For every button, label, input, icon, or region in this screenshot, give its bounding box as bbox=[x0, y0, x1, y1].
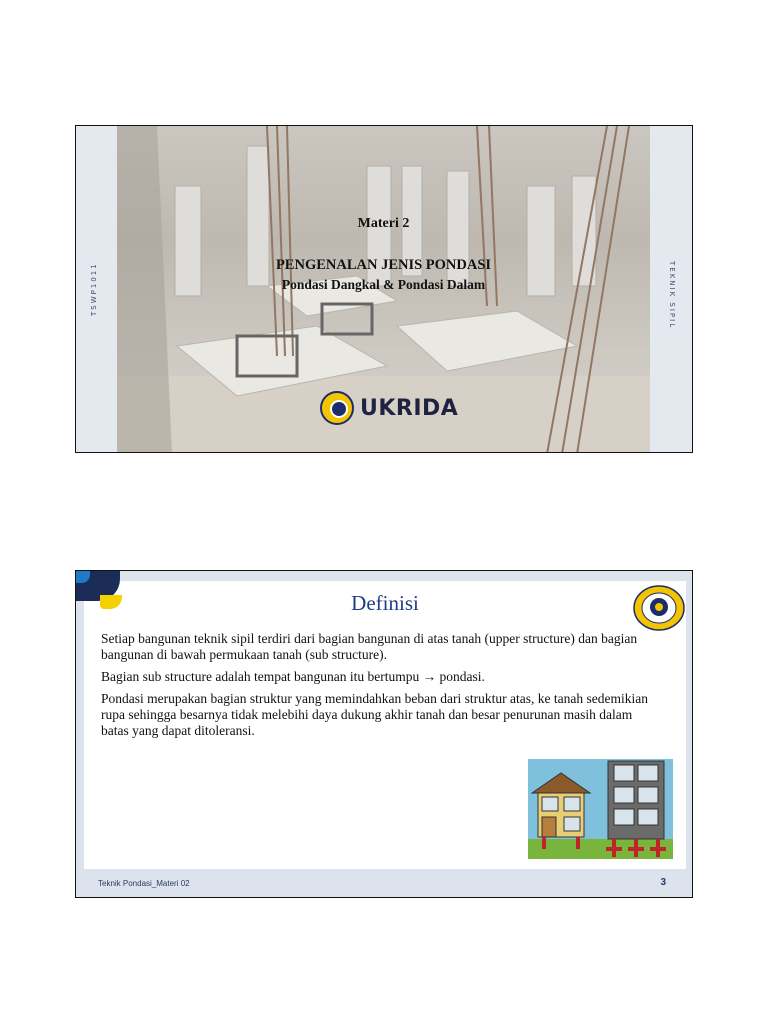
department-label: TEKNIK SIPIL bbox=[668, 261, 676, 330]
definition-text bbox=[101, 631, 661, 745]
definition-slide bbox=[75, 570, 693, 898]
materi-label: Materi 2 bbox=[357, 216, 410, 231]
course-code: TSWP1011 bbox=[90, 262, 98, 316]
building-foundation-illustration bbox=[528, 759, 673, 859]
ukrida-logo bbox=[320, 391, 458, 425]
title-slide bbox=[75, 125, 693, 453]
slide-subtitle: Pondasi Dangkal & Pondasi Dalam bbox=[281, 277, 486, 292]
paragraph-2: Bagian sub structure adalah tempat bangunan itu bertumpu → pondasi. bbox=[101, 669, 485, 684]
slide-title: PENGENALAN JENIS PONDASI bbox=[275, 257, 492, 273]
ukrida-emblem-icon bbox=[633, 585, 685, 631]
ukrida-emblem-icon bbox=[320, 391, 354, 425]
paragraph-3: Pondasi merupakan bagian struktur yang memindahkan beban dari struktur atas, ke tanah sedemikian rupa sehingga besarnya tidak melebihi daya dukung akhir tanah dan besar penurunan masih dalam batas yang dapat ditoleransi. bbox=[101, 691, 648, 738]
logo-text: UKRIDA bbox=[360, 395, 459, 421]
paragraph-1: Setiap bangunan teknik sipil terdiri dari bagian bangunan di atas tanah (upper structure) dan bagian bangunan di bawah permukaan tanah (sub structure). bbox=[101, 631, 638, 662]
footer-text: Teknik Pondasi_Materi 02 bbox=[98, 879, 190, 888]
slide-title: Definisi bbox=[351, 591, 419, 615]
page-number: 3 bbox=[660, 877, 666, 888]
